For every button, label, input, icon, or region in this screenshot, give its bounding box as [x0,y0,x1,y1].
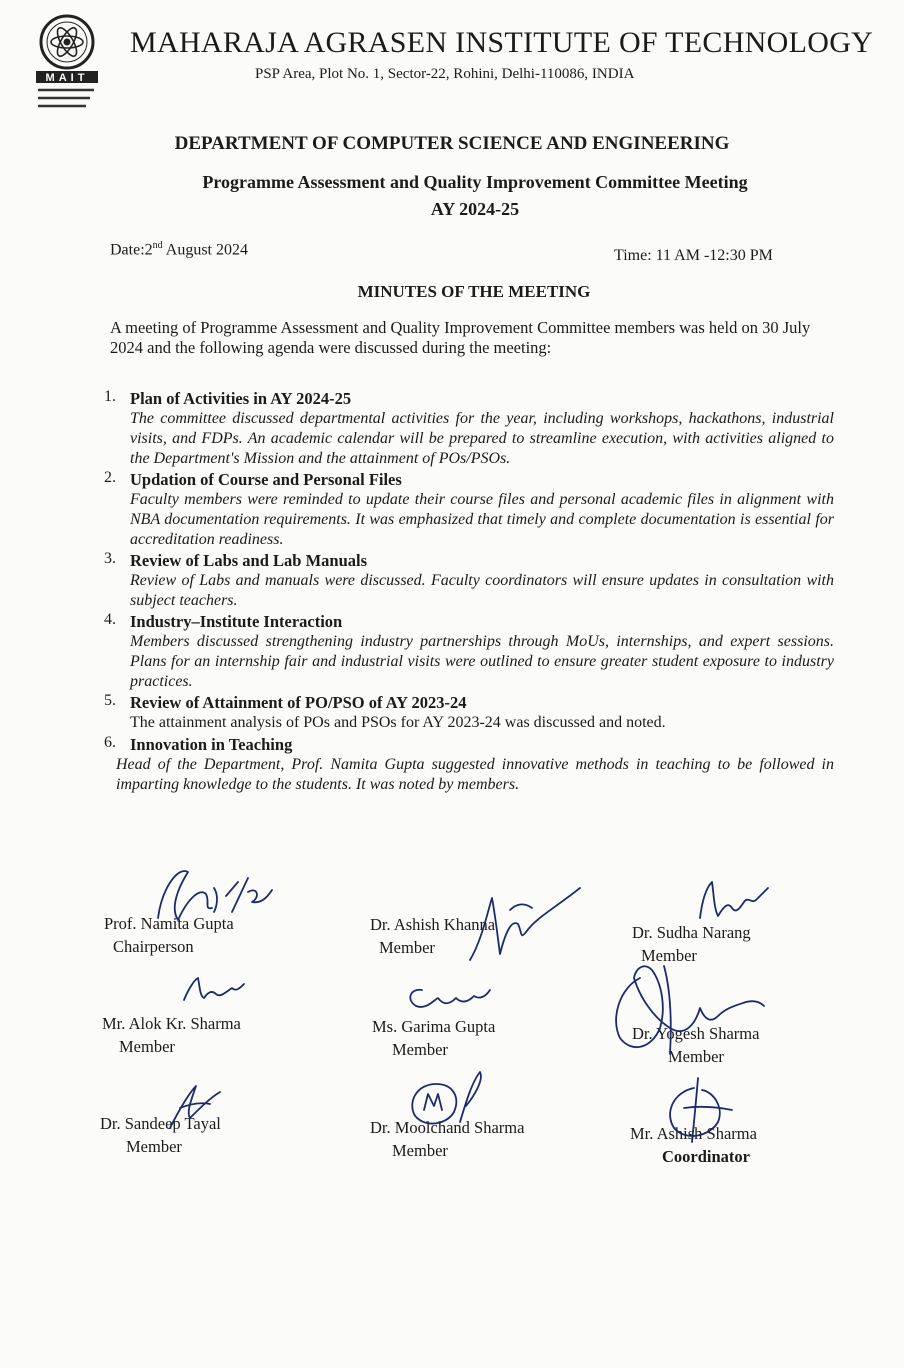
institute-name: MAHARAJA AGRASEN INSTITUTE OF TECHNOLOGY [130,26,874,59]
signatory-name: Mr. Alok Kr. Sharma [102,1014,241,1033]
signature-ashish-sharma [654,1072,739,1147]
signatory-name: Dr. Ashish Khanna [370,915,496,934]
agenda-number: 3. [104,550,116,567]
signatory-name: Dr. Yogesh Sharma [632,1024,760,1043]
meeting-date: Date:2nd August 2024 [110,240,248,259]
signatory-name: Prof. Namita Gupta [104,914,234,933]
agenda-item [104,734,834,795]
department-heading: DEPARTMENT OF COMPUTER SCIENCE AND ENGINEERING [174,133,730,154]
agenda-list [104,388,834,795]
agenda-description: Review of Labs and manuals were discussed. Faculty coordinators will ensure updates in consultation with subject teachers. [130,572,834,609]
minutes-heading: MINUTES OF THE MEETING [357,282,591,301]
signatory-role: Member [126,1137,182,1156]
agenda-item [104,611,834,692]
signature-ashish-khanna [462,880,587,970]
agenda-item [104,692,834,733]
signatory-role: Chairperson [113,937,194,956]
agenda-description: Head of the Department, Prof. Namita Gupta suggested innovative methods in teaching to be followed in imparting knowledge to the students. It was noted by members. [116,756,834,793]
agenda-number: 1. [104,388,116,405]
signatory-name: Dr. Sandeep Tayal [100,1114,221,1133]
agenda-heading: Review of Labs and Lab Manuals [130,551,368,570]
institute-logo [28,10,106,110]
agenda-heading: Updation of Course and Personal Files [130,470,402,489]
signatory-role: Member [668,1047,724,1066]
signatory-block [102,1012,241,1058]
signature-yogesh-sharma [600,958,770,1063]
signatory-role: Member [392,1141,448,1160]
signatory-role: Member [641,946,697,965]
signature-alok-sharma [178,970,248,1010]
agenda-description: Members discussed strengthening industry partnerships through MoUs, internships, and expert sessions. Plans for an internship fair and industrial visits were outlined to ensure greater student exposure to industry practices. [130,633,834,690]
signatory-role: Member [379,938,435,957]
intro-paragraph: A meeting of Programme Assessment and Quality Improvement Committee members was held on 30 July 2024 and the following agenda were discussed during the meeting: [110,318,811,357]
signature-namita-gupta [148,858,283,938]
agenda-description: The attainment analysis of POs and PSOs for AY 2023-24 was discussed and noted. [130,714,666,731]
agenda-description: The committee discussed departmental activities for the year, including workshops, hackathons, industrial visits, and FDPs. An academic calendar will be prepared to streamline execution, with activities aligned to the Department's Mission and the attainment of POs/PSOs. [130,410,834,467]
agenda-number: 6. [104,734,116,751]
agenda-number: 5. [104,692,116,709]
signature-sudha-narang [692,878,772,928]
signatory-name: Dr. Moolchand Sharma [370,1118,525,1137]
signature-moolchand-sharma [400,1066,490,1136]
signatory-role: Member [392,1040,448,1059]
institute-address: PSP Area, Plot No. 1, Sector-22, Rohini, Delhi-110086, INDIA [255,66,635,82]
agenda-heading: Review of Attainment of PO/PSO of AY 2023-24 [130,693,467,712]
agenda-heading: Plan of Activities in AY 2024-25 [130,389,352,408]
agenda-number: 2. [104,469,116,486]
agenda-item [104,388,834,469]
signatory-name: Dr. Sudha Narang [632,923,751,942]
signature-garima-gupta [400,978,495,1023]
signatory-role: Member [119,1037,175,1056]
agenda-number: 4. [104,611,116,628]
academic-year: AY 2024-25 [430,199,520,219]
meeting-title: Programme Assessment and Quality Improvement Committee Meeting [202,172,748,192]
agenda-item [104,469,834,550]
agenda-heading: Innovation in Teaching [130,735,293,754]
agenda-item [104,550,834,611]
signatory-name: Mr. Ashish Sharma [630,1124,757,1143]
signatory-role: Coordinator [662,1147,750,1166]
agenda-description: Faculty members were reminded to update their course files and personal academic files in alignment with NBA documentation requirements. It was emphasized that timely and complete documentation is essential for accreditation readiness. [130,491,834,548]
svg-text:MAIT: MAIT [45,72,89,84]
agenda-heading: Industry–Institute Interaction [130,612,343,631]
signatory-name: Ms. Garima Gupta [372,1017,496,1036]
meeting-time: Time: 11 AM -12:30 PM [614,247,773,264]
signature-sandeep-tayal [160,1078,230,1138]
